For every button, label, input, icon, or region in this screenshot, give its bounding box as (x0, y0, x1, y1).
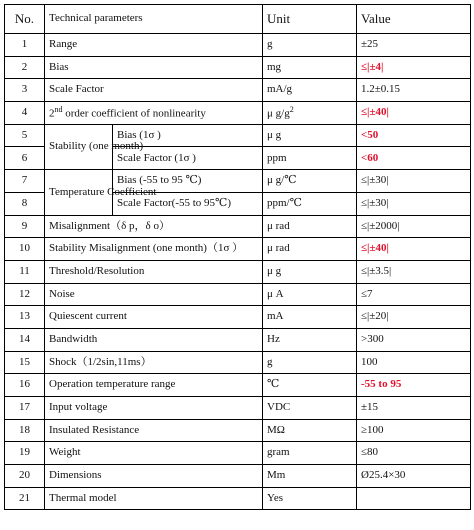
parameter-name: Insulated Resistance (45, 419, 263, 442)
table-row (5, 170, 471, 193)
value-cell: >300 (357, 328, 471, 351)
unit-cell: μ g (263, 260, 357, 283)
row-number: 4 (5, 102, 45, 125)
parameter-name: Shock（1/2sin,11ms） (45, 351, 263, 374)
parameter-name: Bias (45, 56, 263, 79)
table-row (5, 487, 471, 510)
table-row (5, 419, 471, 442)
table-row (5, 465, 471, 488)
parameter-name: Operation temperature range (45, 374, 263, 397)
technical-parameters-table (4, 4, 471, 510)
table-row (5, 56, 471, 79)
unit-cell: g (263, 351, 357, 374)
row-number: 3 (5, 79, 45, 102)
parameter-rest: order coefficient of nonlinearity (62, 107, 206, 120)
parameter-superscript: nd (54, 104, 63, 114)
value-cell-highlighted: ≤|±40| (357, 102, 471, 125)
unit-cell: Hz (263, 328, 357, 351)
parameter-name: Bias (-55 to 95 ℃) (113, 170, 263, 193)
row-number: 9 (5, 215, 45, 238)
table-row (5, 215, 471, 238)
parameter-name (45, 102, 263, 125)
parameter-group-temperature: Temperature Coefficient (45, 170, 113, 215)
row-number: 15 (5, 351, 45, 374)
unit-cell: mA/g (263, 79, 357, 102)
value-cell-highlighted: -55 to 95 (357, 374, 471, 397)
unit-cell: gram (263, 442, 357, 465)
unit-cell: μ rad (263, 238, 357, 261)
unit-superscript: 2 (289, 104, 294, 114)
table-row (5, 351, 471, 374)
unit-cell: MΩ (263, 419, 357, 442)
unit-cell: ppm/℃ (263, 192, 357, 215)
header-no: No. (5, 5, 45, 34)
value-cell (357, 487, 471, 510)
unit-cell: Mm (263, 465, 357, 488)
row-number: 14 (5, 328, 45, 351)
value-cell: ≤|±20| (357, 306, 471, 329)
unit-prefix: μ g/g (267, 107, 290, 120)
value-cell: ±15 (357, 397, 471, 420)
row-number: 10 (5, 238, 45, 261)
parameter-name: Scale Factor (45, 79, 263, 102)
table-row (5, 102, 471, 125)
unit-cell: μ rad (263, 215, 357, 238)
parameter-name: Bias (1σ ) (113, 124, 263, 147)
unit-cell (263, 102, 357, 125)
table-row (5, 238, 471, 261)
parameter-group-stability: Stability (one month) (45, 124, 113, 169)
value-cell: ≤|±30| (357, 170, 471, 193)
table-row (5, 306, 471, 329)
header-unit: Unit (263, 5, 357, 34)
row-number: 12 (5, 283, 45, 306)
table-row (5, 79, 471, 102)
table-row (5, 328, 471, 351)
row-number: 13 (5, 306, 45, 329)
value-cell: Ø25.4×30 (357, 465, 471, 488)
row-number: 11 (5, 260, 45, 283)
unit-cell: μ g (263, 124, 357, 147)
row-number: 19 (5, 442, 45, 465)
table-row (5, 260, 471, 283)
table-row (5, 397, 471, 420)
unit-cell: mg (263, 56, 357, 79)
value-cell: 1.2±0.15 (357, 79, 471, 102)
parameter-name: Bandwidth (45, 328, 263, 351)
value-cell-highlighted: ≤|±4| (357, 56, 471, 79)
unit-cell: Yes (263, 487, 357, 510)
parameter-name: Thermal model (45, 487, 263, 510)
table-row (5, 374, 471, 397)
row-number: 16 (5, 374, 45, 397)
unit-cell: mA (263, 306, 357, 329)
value-cell: 100 (357, 351, 471, 374)
unit-cell: VDC (263, 397, 357, 420)
row-number: 20 (5, 465, 45, 488)
table-row (5, 124, 471, 147)
unit-cell: μ g/℃ (263, 170, 357, 193)
table-row (5, 34, 471, 57)
row-number: 18 (5, 419, 45, 442)
header-parameter: Technical parameters (45, 5, 263, 34)
value-cell: ≤80 (357, 442, 471, 465)
parameter-name: Scale Factor (1σ ) (113, 147, 263, 170)
parameter-name: Scale Factor(-55 to 95℃) (113, 192, 263, 215)
value-cell: ±25 (357, 34, 471, 57)
unit-cell: μ A (263, 283, 357, 306)
value-cell-highlighted: <50 (357, 124, 471, 147)
parameter-name: Misalignment（δ p，δ o） (45, 215, 263, 238)
value-cell: ≤|±2000| (357, 215, 471, 238)
row-number: 1 (5, 34, 45, 57)
parameter-name: Input voltage (45, 397, 263, 420)
parameter-name: Quiescent current (45, 306, 263, 329)
unit-cell: ppm (263, 147, 357, 170)
value-cell: ≤7 (357, 283, 471, 306)
value-cell-highlighted: ≤|±40| (357, 238, 471, 261)
parameter-name: Weight (45, 442, 263, 465)
row-number: 17 (5, 397, 45, 420)
value-cell: ≤|±3.5| (357, 260, 471, 283)
table-row (5, 442, 471, 465)
row-number: 8 (5, 192, 45, 215)
row-number: 2 (5, 56, 45, 79)
parameter-name: Threshold/Resolution (45, 260, 263, 283)
row-number: 7 (5, 170, 45, 193)
row-number: 5 (5, 124, 45, 147)
value-cell: ≤|±30| (357, 192, 471, 215)
table-row (5, 283, 471, 306)
parameter-name: Range (45, 34, 263, 57)
unit-cell: ℃ (263, 374, 357, 397)
header-row (5, 5, 471, 34)
parameter-prefix: 2 (49, 107, 55, 120)
value-cell-highlighted: <60 (357, 147, 471, 170)
unit-cell: g (263, 34, 357, 57)
parameter-name: Noise (45, 283, 263, 306)
row-number: 6 (5, 147, 45, 170)
parameter-name: Stability Misalignment (one month)（1σ ） (45, 238, 263, 261)
parameter-name: Dimensions (45, 465, 263, 488)
header-value: Value (357, 5, 471, 34)
value-cell: ≥100 (357, 419, 471, 442)
row-number: 21 (5, 487, 45, 510)
